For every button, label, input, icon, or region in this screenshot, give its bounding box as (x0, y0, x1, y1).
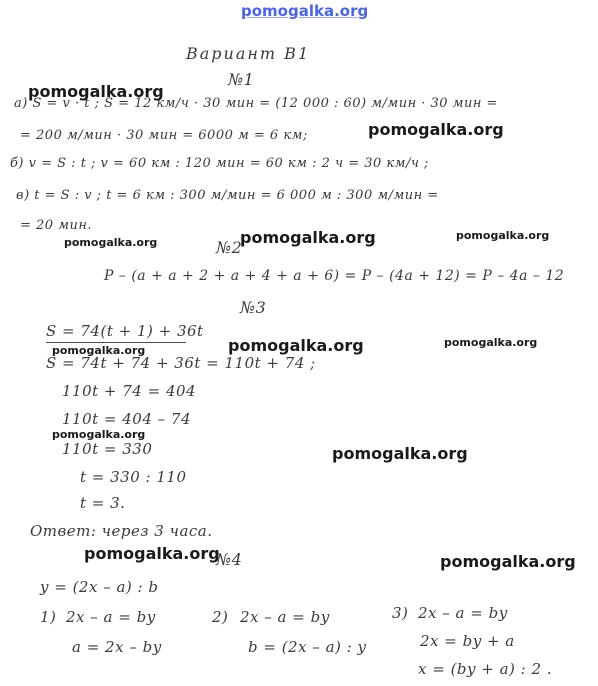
watermark: pomogalka.org (456, 229, 550, 242)
task4-equation: y = (2x – a) : b (40, 578, 159, 596)
task4-part3-line2: 2x = by + a (420, 632, 515, 650)
watermark: pomogalka.org (240, 228, 376, 247)
task2-equation: P – (a + a + 2 + a + 4 + a + 6) = P – (4a + 12) = P – 4a – 12 (104, 268, 565, 284)
watermark: pomogalka.org (332, 444, 468, 463)
task4-part2-line2: b = (2x – a) : y (248, 638, 367, 656)
task4-part3-line1: 2x – a = by (418, 604, 508, 622)
watermark: pomogalka.org (228, 336, 364, 355)
task4-part1-line1: 2x – a = by (66, 608, 156, 626)
task3-line-2: S = 74t + 74 + 36t = 110t + 74 ; (46, 354, 316, 372)
watermark: pomogalka.org (440, 552, 576, 571)
watermark: pomogalka.org (52, 344, 146, 357)
task3-line-3: 110t + 74 = 404 (62, 382, 197, 400)
task4-part3-line3: x = (by + a) : 2 . (418, 660, 553, 678)
task1-line-a1: а) S = v · t ; S = 12 км/ч · 30 мин = (12 000 : 60) м/мин · 30 мин = (14, 96, 498, 111)
task3-line-4: 110t = 404 – 74 (62, 410, 192, 428)
task3-answer: Ответ: через 3 часа. (30, 522, 213, 540)
task4-part3-number: 3) (392, 604, 409, 622)
task3-line-6: t = 330 : 110 (80, 468, 187, 486)
task1-line-c2: = 20 мин. (20, 218, 93, 233)
task1-line-a2: = 200 м/мин · 30 мин = 6000 м = 6 км; (20, 128, 308, 143)
watermark: pomogalka.org (52, 428, 146, 441)
task4-part1-number: 1) (40, 608, 57, 626)
task4-number: №4 (216, 550, 243, 569)
watermark: pomogalka.org (444, 336, 538, 349)
task3-number: №3 (240, 298, 267, 317)
task3-line-5: 110t = 330 (62, 440, 153, 458)
task4-part2-number: 2) (212, 608, 229, 626)
task3-line-1: S = 74(t + 1) + 36t (46, 322, 204, 340)
task4-part1-line2: a = 2x – by (72, 638, 162, 656)
task1-line-c1: в) t = S : v ; t = 6 км : 300 м/мин = 6 000 м : 300 м/мин = (16, 188, 439, 203)
underline (46, 342, 186, 343)
variant-title: Вариант В1 (186, 44, 311, 63)
watermark: pomogalka.org (64, 236, 158, 249)
watermark: pomogalka.org (368, 120, 504, 139)
task2-number: №2 (216, 238, 243, 257)
task3-line-7: t = 3. (80, 494, 126, 512)
task1-number: №1 (228, 70, 255, 89)
task1-line-b: б) v = S : t ; v = 60 км : 120 мин = 60 км : 2 ч = 30 км/ч ; (10, 156, 429, 171)
watermark-top-link[interactable]: pomogalka.org (241, 2, 369, 20)
watermark: pomogalka.org (84, 544, 220, 563)
task4-part2-line1: 2x – a = by (240, 608, 330, 626)
watermark: pomogalka.org (28, 82, 164, 101)
